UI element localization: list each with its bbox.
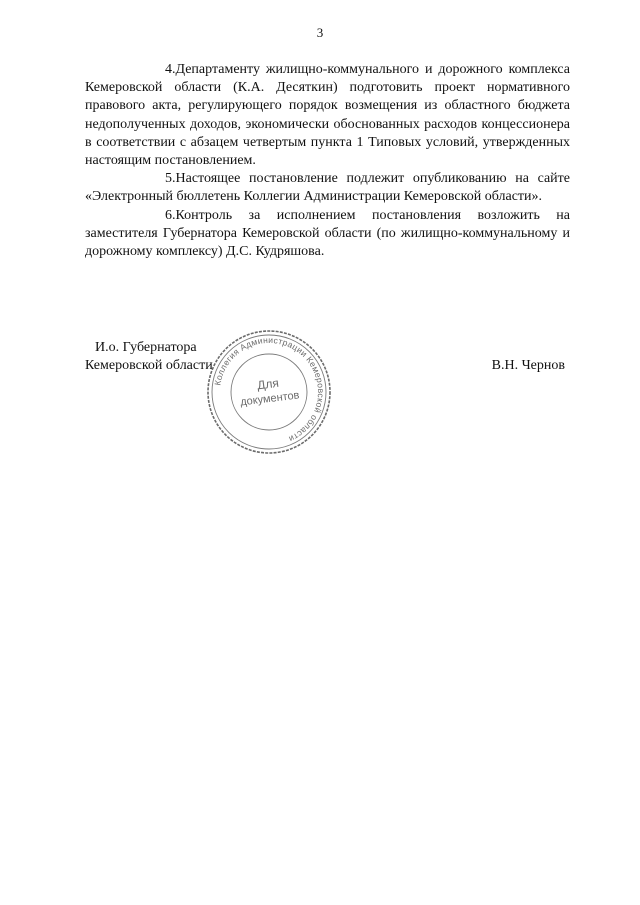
position-line-1: И.о. Губернатора <box>95 340 197 355</box>
signatory-position <box>85 339 213 375</box>
paragraph-text: Настоящее постановление подлежит опубликованию на сайте «Электронный бюллетень Коллегии Администрации Кемеровской области». <box>85 171 570 205</box>
paragraph-number: 6. <box>165 207 176 223</box>
signatory-name: В.Н. Чернов <box>491 358 565 373</box>
document-body <box>85 61 570 261</box>
stamp-center-line-2: документов <box>239 389 301 409</box>
paragraph-4 <box>85 61 570 170</box>
paragraph-text: Департаменту жилищно-коммунального и дорожного комплекса Кемеровской области (К.А. Десяткин) подготовить проект нормативного правового акта, регулирующего порядок возмещения из областного бюджета недополученных доходов, экономически обоснованных расходов концессионера в соответствии с абзацем четвертым пункта 1 Типовых условий, утвержденных настоящим постановлением. <box>85 62 570 169</box>
official-stamp <box>205 328 333 456</box>
stamp-outer-ring <box>208 331 330 453</box>
paragraph-5 <box>85 170 570 206</box>
stamp-graphic <box>205 328 333 456</box>
stamp-center-line-1: Для <box>256 375 280 393</box>
position-line-2: Кемеровской области <box>85 358 213 373</box>
paragraph-6 <box>85 207 570 262</box>
paragraph-number: 5. <box>165 171 176 187</box>
paragraph-number: 4. <box>165 62 176 77</box>
stamp-ring-textpath: Коллегия Администрации Кемеровской области <box>212 334 327 445</box>
page-number: 3 <box>316 25 324 40</box>
paragraph-text: Контроль за исполнением постановления возложить на заместителя Губернатора Кемеровской области (по жилищно-коммунальному и дорожному комплексу) Д.С. Кудряшова. <box>85 207 570 260</box>
